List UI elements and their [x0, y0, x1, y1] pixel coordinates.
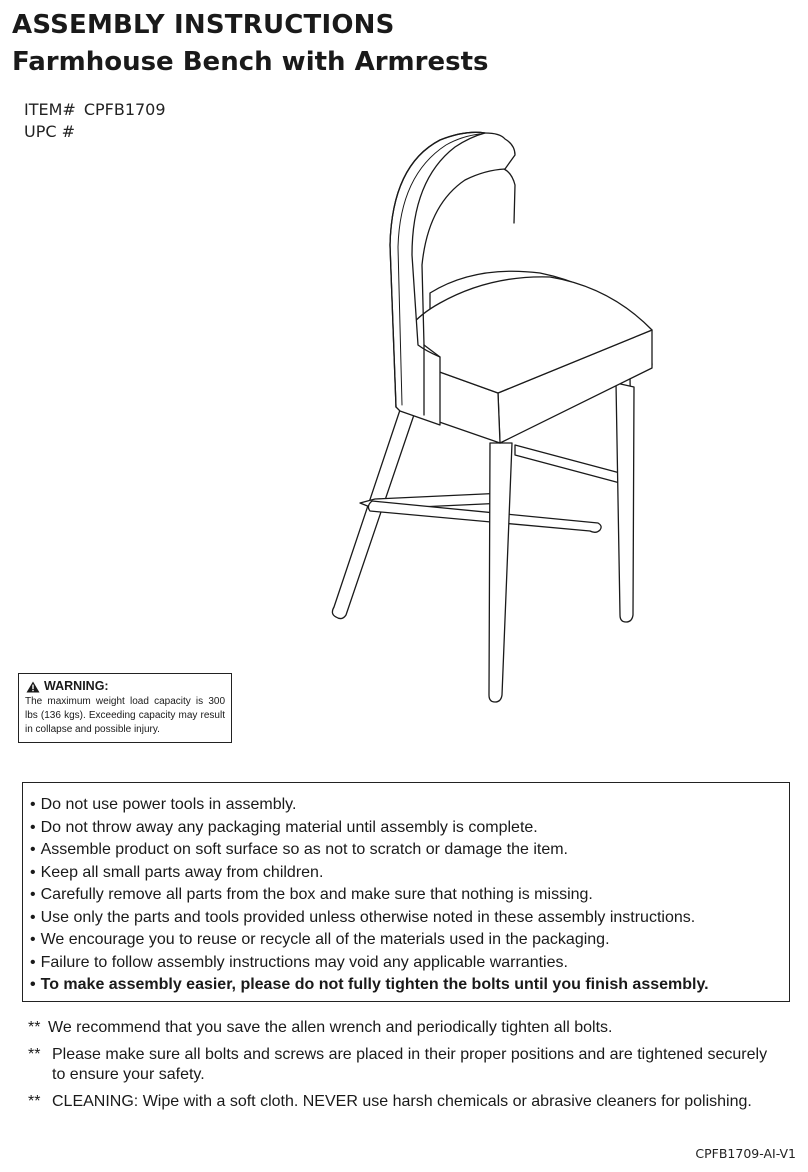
- warning-heading-text: WARNING:: [44, 679, 109, 693]
- rule-item: • Carefully remove all parts from the box and make sure that nothing is missing.: [30, 886, 593, 903]
- item-value: CPFB1709: [83, 100, 166, 119]
- warning-heading: [24, 679, 231, 694]
- warning-triangle-icon: [26, 681, 40, 693]
- note-item: [28, 1092, 768, 1112]
- rule-item: • Use only the parts and tools provided unless otherwise noted in these assembly instructions.: [30, 908, 696, 926]
- bullet-icon: •: [30, 863, 36, 881]
- bullet-icon: •: [30, 841, 36, 858]
- bar-stool-illustration: [300, 125, 660, 705]
- bullet-icon: •: [30, 931, 36, 948]
- bullet-icon: •: [30, 886, 36, 903]
- upc-number: [24, 122, 75, 141]
- rule-item: • Keep all small parts away from children.: [30, 863, 324, 881]
- bullet-icon: •: [30, 976, 36, 993]
- note-text: CLEANING: Wipe with a soft cloth. NEVER use harsh chemicals or abrasive cleaners for polishing.: [52, 1093, 752, 1110]
- rule-item: • Do not use power tools in assembly.: [30, 796, 297, 813]
- note-item: [28, 1018, 768, 1038]
- rule-item: • Do not throw away any packaging material until assembly is complete.: [30, 818, 538, 836]
- bullet-icon: •: [30, 908, 36, 926]
- assembly-rules-box: [22, 782, 790, 1002]
- note-marker: **: [28, 1093, 41, 1110]
- rule-item: • We encourage you to reuse or recycle all of the materials used in the packaging.: [30, 931, 610, 948]
- rule-item: • Assemble product on soft surface so as not to scratch or damage the item.: [30, 841, 568, 858]
- item-label: ITEM#: [24, 100, 76, 119]
- document-code: CPFB1709-AI-V1: [695, 1146, 796, 1161]
- item-number: [24, 100, 166, 119]
- warning-box: [18, 673, 232, 743]
- bullet-icon: •: [30, 818, 36, 836]
- bullet-icon: •: [30, 953, 36, 971]
- bullet-icon: •: [30, 796, 36, 813]
- assembly-rules-list: [30, 794, 789, 997]
- rule-item-emphasis: • To make assembly easier, please do not fully tighten the bolts until you finish assembly.: [30, 976, 709, 993]
- rule-item: • Failure to follow assembly instructions may void any applicable warranties.: [30, 953, 568, 971]
- note-item: [28, 1045, 768, 1085]
- note-marker: **: [28, 1019, 41, 1036]
- upc-label: UPC #: [24, 122, 76, 141]
- note-text: We recommend that you save the allen wrench and periodically tighten all bolts.: [48, 1019, 613, 1036]
- note-marker: **: [28, 1046, 41, 1063]
- product-name: Farmhouse Bench with Armrests: [12, 47, 489, 77]
- notes-section: [28, 1018, 768, 1119]
- document-title: ASSEMBLY INSTRUCTIONS: [12, 10, 395, 40]
- warning-text: The maximum weight load capacity is 300 lbs (136 kgs). Exceeding capacity may result in collapse and possible injury.: [25, 696, 225, 735]
- note-text: Please make sure all bolts and screws are placed in their proper positions and are tightened securely to ensure your safety.: [52, 1046, 768, 1083]
